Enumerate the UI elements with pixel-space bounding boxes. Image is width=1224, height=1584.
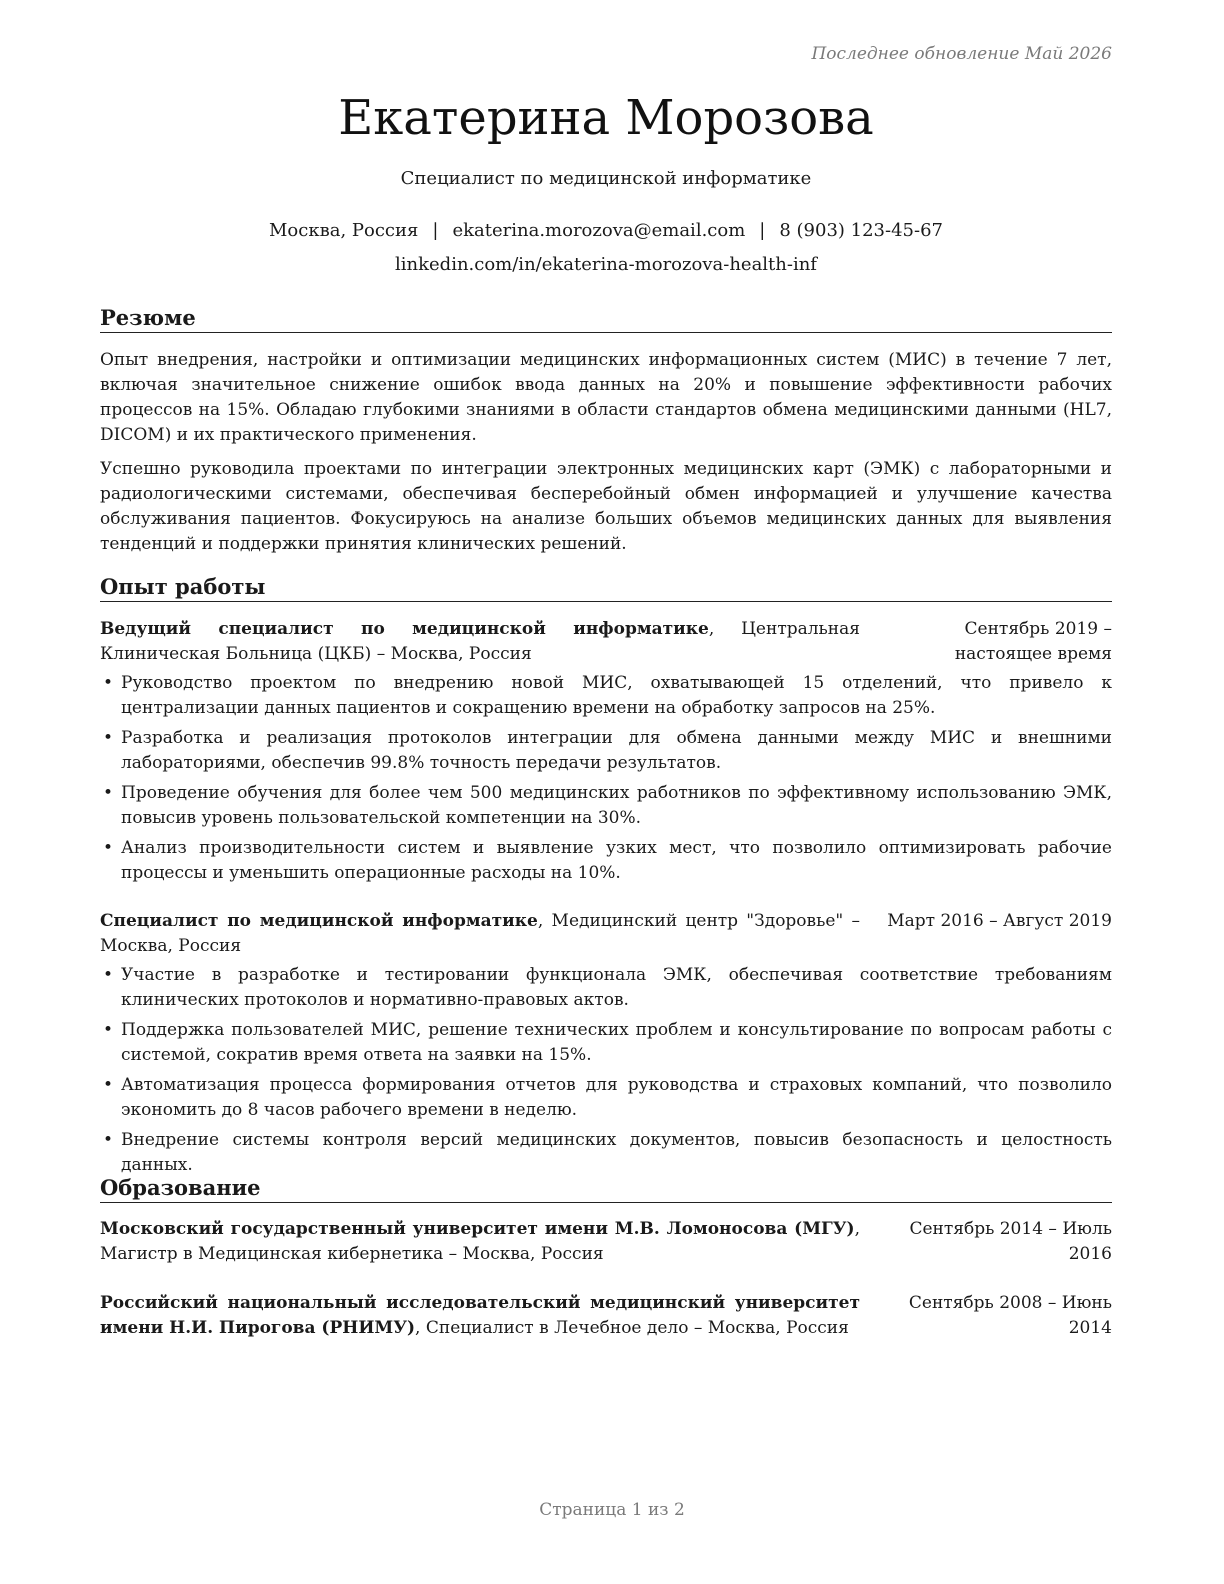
job-dates: Март 2016 – Август 2019 [887, 911, 1112, 931]
linkedin-link[interactable]: linkedin.com/in/ekaterina-morozova-health-inf [395, 254, 817, 275]
list-item: • Автоматизация процесса формирования отчетов для руководства и страховых компаний, что позволило экономить до 8 часов рабочего времени в неделю. [103, 1075, 1112, 1120]
education-entry [100, 1291, 1112, 1341]
list-item: • Анализ производительности систем и выявление узких мест, что позволило оптимизировать рабочие процессы и уменьшить операционные расходы на 10%. [103, 838, 1112, 883]
list-item: • Поддержка пользователей МИС, решение технических проблем и консультирование по вопросам работы с системой, сократив время ответа на заявки на 15%. [103, 1020, 1112, 1065]
education-institution: Российский национальный исследовательский медицинский университет имени Н.И. Пирогова (РНИМУ) [100, 1293, 860, 1338]
education-title-line [100, 1291, 860, 1341]
job-dates: Сентябрь 2019 – настоящее время [954, 619, 1112, 664]
job-position: Ведущий специалист по медицинской информатике [100, 619, 709, 639]
section-title-summary: Резюме [100, 305, 1112, 333]
contact-line [100, 218, 1112, 244]
education-entry [100, 1217, 1112, 1267]
education-header [100, 1291, 1112, 1341]
contact-email[interactable]: ekaterina.morozova@email.com [452, 220, 746, 241]
section-title-education: Образование [100, 1175, 1112, 1203]
education-dates: Сентябрь 2008 – Июнь 2014 [908, 1293, 1112, 1338]
job-title-line [100, 909, 860, 959]
education-dates: Сентябрь 2014 – Июль 2016 [909, 1219, 1112, 1264]
contact-separator: | [432, 220, 439, 241]
job-employer: , Центральная Клиническая Больница (ЦКБ) – Москва, Россия [100, 619, 860, 664]
list-item: • Разработка и реализация протоколов интеграции для обмена данными между МИС и внешними лабораториями, обеспечив 99.8% точность передачи результатов. [103, 728, 1112, 773]
candidate-role: Специалист по медицинской информатике [400, 168, 812, 189]
contact-phone: 8 (903) 123-45-67 [779, 220, 943, 241]
education-details: , Магистр в Медицинская кибернетика – Москва, Россия [100, 1219, 860, 1264]
list-item: • Проведение обучения для более чем 500 медицинских работников по эффективному использованию ЭМК, повысив уровень пользовательской компетенции на 30%. [103, 783, 1112, 828]
job-position: Специалист по медицинской информатике [100, 911, 538, 931]
summary-paragraph: Успешно руководила проектами по интеграции электронных медицинских карт (ЭМК) с лабораторными и радиологическими системами, обеспечивая бесперебойный обмен информацией и улучшение качества обслуживания пациентов. Фокусируюсь на анализе больших объемов медицинских данных для выявления тенденций и поддержки принятия клинических решений. [100, 459, 1112, 554]
education-header [100, 1217, 1112, 1267]
job-header [100, 909, 1112, 959]
job-employer: , Медицинский центр "Здоровье" – Москва, Россия [100, 911, 860, 956]
job-entry [100, 617, 1112, 891]
page-number: Страница 1 из 2 [539, 1500, 685, 1520]
education-details: , Специалист в Лечебное дело – Москва, Россия [415, 1318, 849, 1338]
last-updated-note: Последнее обновление Май 2026 [811, 44, 1112, 64]
job-title-line [100, 617, 860, 667]
education-title-line [100, 1217, 860, 1267]
job-bullets [100, 671, 1112, 886]
section-title-experience: Опыт работы [100, 574, 1112, 602]
contact-separator: | [759, 220, 766, 241]
list-item: • Руководство проектом по внедрению новой МИС, охватывающей 15 отделений, что привело к централизации данных пациентов и сокращению времени на обработку запросов на 25%. [103, 673, 1112, 718]
summary-paragraph: Опыт внедрения, настройки и оптимизации медицинских информационных систем (МИС) в течение 7 лет, включая значительное снижение ошибок ввода данных на 20% и повышение эффективности рабочих процессов на 15%. Обладаю глубокими знаниями в области стандартов обмена медицинскими данными (HL7, DICOM) и их практического применения. [100, 350, 1112, 445]
job-entry [100, 909, 1112, 1183]
job-bullets [100, 963, 1112, 1178]
candidate-name: Екатерина Морозова [338, 90, 874, 146]
list-item: • Участие в разработке и тестировании функционала ЭМК, обеспечивая соответствие требованиям клинических протоколов и нормативно-правовых актов. [103, 965, 1112, 1010]
list-item: • Внедрение системы контроля версий медицинских документов, повысив безопасность и целостность данных. [103, 1130, 1112, 1175]
job-header [100, 617, 1112, 667]
contact-location: Москва, Россия [269, 220, 419, 241]
education-institution: Московский государственный университет имени М.В. Ломоносова (МГУ) [100, 1219, 855, 1239]
